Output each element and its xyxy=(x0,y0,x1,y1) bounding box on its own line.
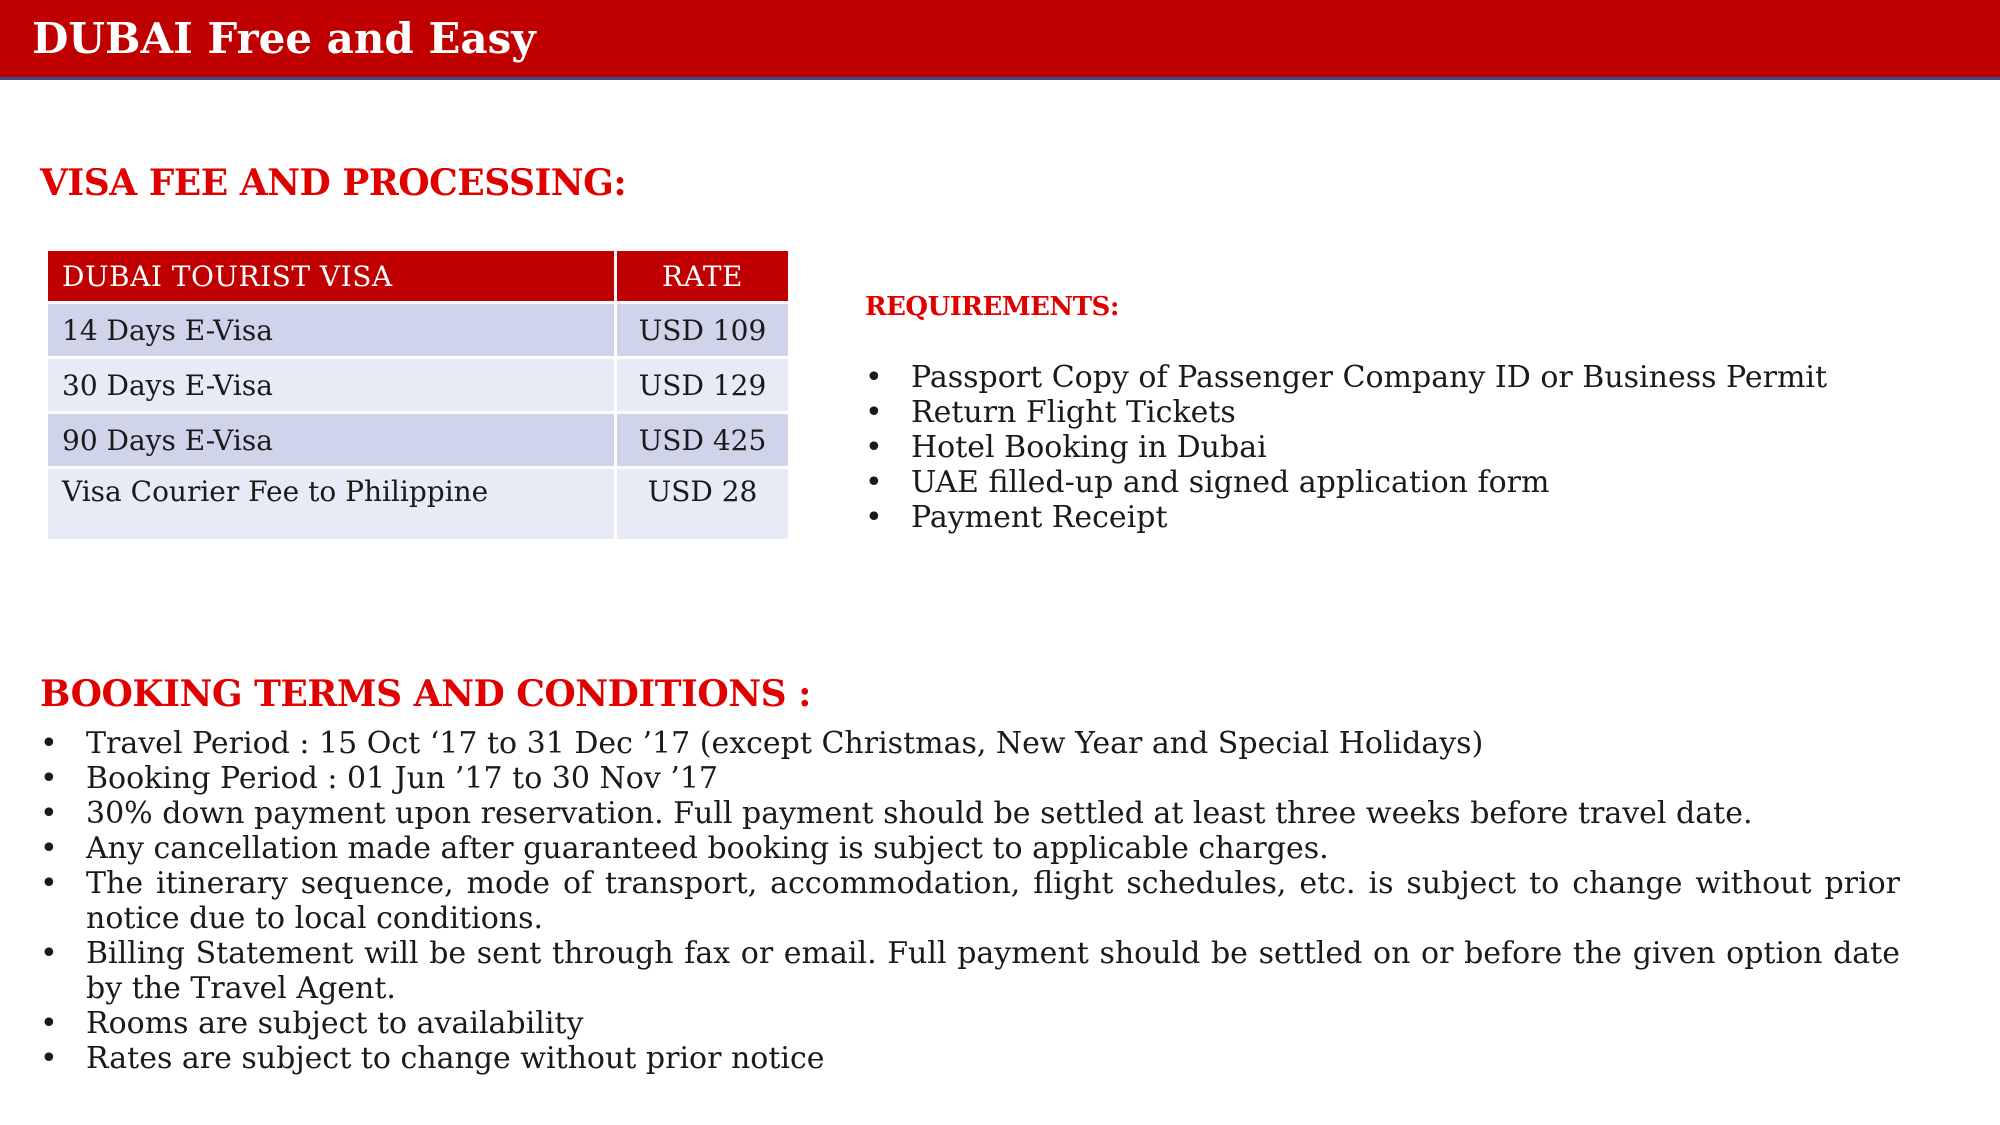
bullet-icon: • xyxy=(40,936,58,971)
list-item-text: Payment Receipt xyxy=(911,500,1168,535)
list-item-text: Any cancellation made after guaranteed booking is subject to applicable charges. xyxy=(86,831,1329,866)
list-item xyxy=(40,796,1900,831)
list-item-text: Travel Period : 15 Oct ‘17 to 31 Dec ’17 (except Christmas, New Year and Special Holidays) xyxy=(86,726,1484,761)
header-bar xyxy=(0,0,2000,80)
list-item-text: Hotel Booking in Dubai xyxy=(911,430,1267,465)
list-item xyxy=(865,465,1965,500)
bullet-icon: • xyxy=(40,1041,58,1076)
list-item xyxy=(865,395,1965,430)
bullet-icon: • xyxy=(865,465,883,500)
bullet-icon: • xyxy=(40,726,58,761)
list-item xyxy=(40,866,1900,936)
requirements-heading: REQUIREMENTS: xyxy=(865,292,1119,322)
list-item xyxy=(40,761,1900,796)
visa-rate-cell: USD 425 xyxy=(617,414,788,466)
list-item xyxy=(40,726,1900,761)
table-row xyxy=(48,359,788,411)
bullet-icon: • xyxy=(865,500,883,535)
bullet-icon: • xyxy=(40,1006,58,1041)
visa-rate-cell: USD 129 xyxy=(617,359,788,411)
list-item-text: 30% down payment upon reservation. Full payment should be settled at least three weeks before travel date. xyxy=(86,796,1753,831)
requirements-list xyxy=(865,360,1965,535)
page-title: DUBAI Free and Easy xyxy=(32,14,536,63)
visa-rate-cell: USD 28 xyxy=(617,469,788,539)
list-item-text: The itinerary sequence, mode of transport, accommodation, flight schedules, etc. is subject to change without prior notice due to local conditions. xyxy=(86,866,1900,936)
list-item xyxy=(865,500,1965,535)
bullet-icon: • xyxy=(40,761,58,796)
bullet-icon: • xyxy=(865,430,883,465)
visa-fee-table xyxy=(45,248,791,542)
booking-terms-list xyxy=(40,726,1900,1076)
table-row xyxy=(48,414,788,466)
table-row xyxy=(48,469,788,539)
bullet-icon: • xyxy=(40,796,58,831)
visa-type-cell: 90 Days E-Visa xyxy=(48,414,614,466)
visa-section-heading: VISA FEE AND PROCESSING: xyxy=(40,162,627,204)
list-item xyxy=(865,360,1965,395)
list-item xyxy=(40,936,1900,1006)
visa-type-cell: 14 Days E-Visa xyxy=(48,304,614,356)
bullet-icon: • xyxy=(865,395,883,430)
visa-type-cell: 30 Days E-Visa xyxy=(48,359,614,411)
list-item-text: Return Flight Tickets xyxy=(911,395,1236,430)
list-item xyxy=(40,1006,1900,1041)
bullet-icon: • xyxy=(40,831,58,866)
list-item-text: Rates are subject to change without prior notice xyxy=(86,1041,825,1076)
list-item xyxy=(865,430,1965,465)
table-row xyxy=(48,304,788,356)
list-item-text: Passport Copy of Passenger Company ID or Business Permit xyxy=(911,360,1828,395)
list-item-text: Billing Statement will be sent through fax or email. Full payment should be settled on or before the given option date by the Travel Agent. xyxy=(86,936,1900,1006)
list-item-text: Rooms are subject to availability xyxy=(86,1006,584,1041)
list-item-text: Booking Period : 01 Jun ’17 to 30 Nov ’17 xyxy=(86,761,719,796)
visa-type-cell: Visa Courier Fee to Philippine xyxy=(48,469,614,539)
list-item-text: UAE filled-up and signed application form xyxy=(911,465,1550,500)
column-header-visa: DUBAI TOURIST VISA xyxy=(48,251,614,301)
bullet-icon: • xyxy=(40,866,58,901)
list-item xyxy=(40,1041,1900,1076)
column-header-rate: RATE xyxy=(617,251,788,301)
visa-rate-cell: USD 109 xyxy=(617,304,788,356)
list-item xyxy=(40,831,1900,866)
booking-terms-heading: BOOKING TERMS AND CONDITIONS : xyxy=(40,673,811,715)
bullet-icon: • xyxy=(865,360,883,395)
table-header-row xyxy=(48,251,788,301)
